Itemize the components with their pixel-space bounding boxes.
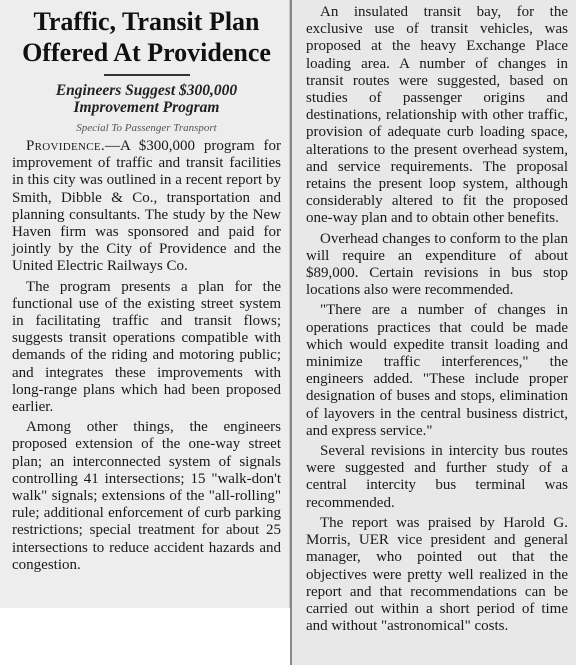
article-headline: Traffic, Transit Plan Offered At Providence <box>22 7 271 67</box>
article-subhead: Engineers Suggest $300,000 Improvement Program <box>55 82 238 116</box>
article-paragraph-5: Overhead changes to conform to the plan will require an expenditure of about $89,000. Certain revisions in bus stop locations also were recommended. <box>306 230 568 299</box>
article-paragraph-1 <box>12 138 281 276</box>
article-column-left <box>0 0 290 608</box>
article-paragraph-8: The report was praised by Harold G. Morris, UER vice president and general manager, who pointed out that the objectives were pretty well realized in the report and that recommendations can be carried out within a short period of time and without "astronomical" costs. <box>306 514 568 635</box>
article-credit: Special To Passenger Transport <box>76 122 217 134</box>
article-paragraph-2: The program presents a plan for the functional use of the existing street system in facilitating traffic and transit flows; suggests transit operations compatible with demands of the riding and motoring public; and integrates these improvements with long-range plans which had been proposed earlier. <box>12 278 281 416</box>
article-paragraph-1-text: —A $300,000 program for improvement of traffic and transit facilities in this city was outlined in a recent report by Smith, Dibble & Co., transportation and planning consultants. The study by the New Haven firm was sponsored and paid for jointly by the City of Providence and the United Electric Railways Co. <box>12 138 281 275</box>
headline-rule <box>104 74 190 76</box>
article-paragraph-3: Among other things, the engineers proposed extension of the one-way street plan; an interconnected system of signals controlling 41 intersections; 15 "walk-don't walk" signals; extensions of the "all-rolling" rule; additional enforcement of curb parking restrictions; special treatment for about 25 intersections to reduce accident hazards and congestion. <box>12 419 281 573</box>
article-paragraph-6: "There are a number of changes in operations practices that could be made which would expedite transit loading and minimize traffic interferences," the engineers added. "These include proper designation of buses and stops, elimination of layovers in the central business district, and express service." <box>306 302 568 439</box>
article-paragraph-7: Several revisions in intercity bus routes were suggested and further study of a central intercity bus terminal was recommended. <box>306 443 568 511</box>
article-column-right <box>290 0 576 665</box>
article-dateline: Providence. <box>26 138 105 154</box>
article-paragraph-4: An insulated transit bay, for the exclusive use of transit vehicles, was proposed at the heavy Exchange Place loading area. A number of changes in transit routes were suggested, based on studies of passenger origins and destinations, relationship with other traffic, provision of adequate curb loading space, alterations to the present overhead system, and service requirements. The proposal retains the present loop system, although considerably altered to fit the proposed one-way plan and to obtain other benefits. <box>306 4 568 227</box>
